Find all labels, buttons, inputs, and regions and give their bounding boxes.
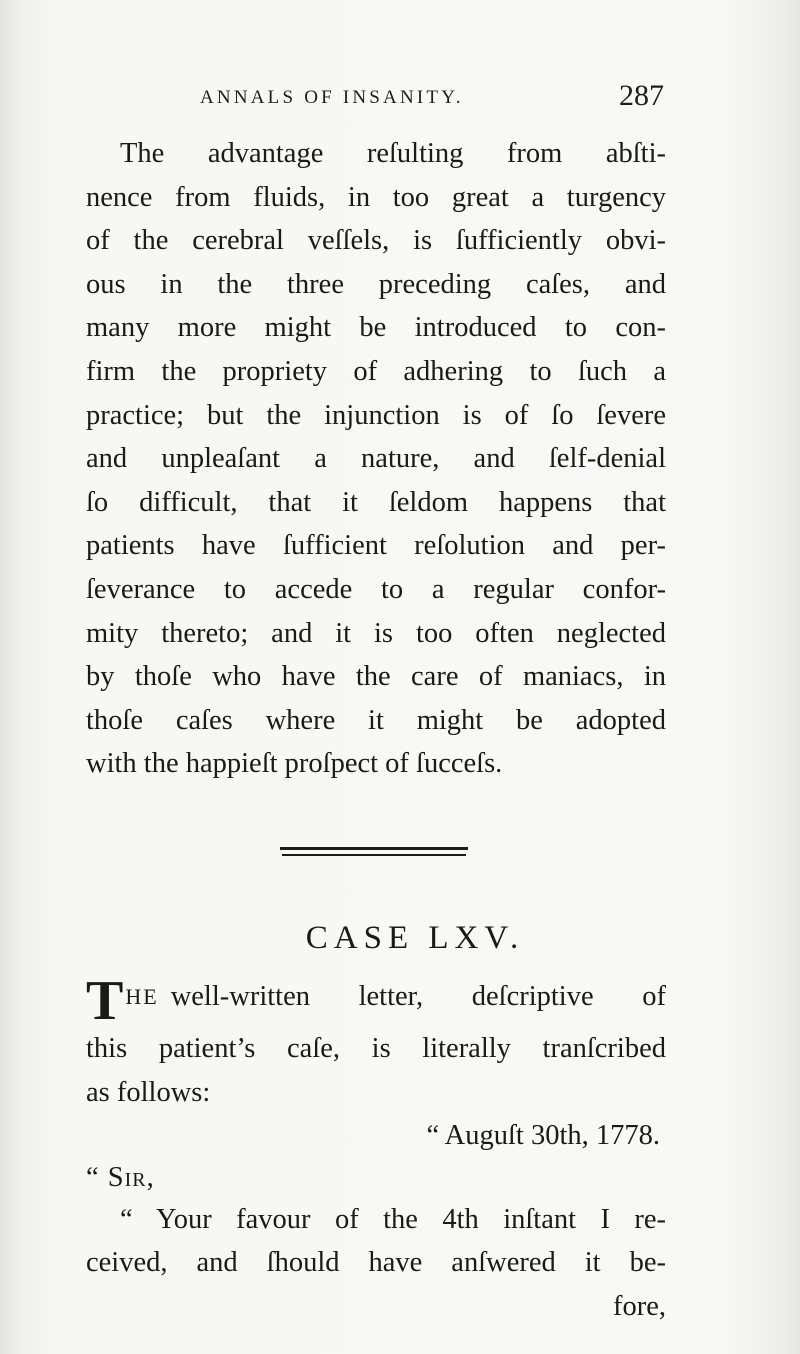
page-header	[200, 79, 670, 122]
text-line: “ Your favour of the 4th inſtant I re-	[120, 1203, 666, 1235]
page-number: 287	[619, 79, 664, 112]
letter-date: “ Auguſt 30th, 1778.	[426, 1120, 660, 1152]
section-divider	[280, 847, 468, 858]
text-line: many more might be introduced to con-	[86, 312, 666, 344]
text-line: well-written letter, deſcriptive of	[170, 981, 666, 1012]
text-line: as follows:	[86, 1076, 211, 1108]
dropcap-letter: T	[86, 970, 124, 1032]
text-line: ous in the three preceding caſes, and	[86, 268, 666, 300]
running-head: ANNALS OF INSANITY.	[200, 87, 464, 108]
catchword: fore,	[612, 1290, 666, 1322]
text-line: The advantage reſulting from abſti-	[120, 138, 666, 169]
text-line: and unpleaſant a nature, and ſelf-denial	[86, 443, 666, 475]
text-line: this patient’s caſe, is literally tranſcribed	[86, 1033, 666, 1064]
dropcap-continuation: HE	[125, 984, 159, 1009]
paragraph-abstinence	[86, 132, 666, 786]
text-line: ſeverance to accede to a regular confor-	[86, 573, 666, 605]
text-line: thoſe caſes where it might be adopted	[86, 704, 666, 736]
dropcap-line	[86, 970, 666, 1032]
text-line: mity thereto; and it is too often neglected	[86, 617, 666, 649]
text-line: by thoſe who have the care of maniacs, in	[86, 661, 666, 693]
text-line: firm the propriety of adhering to ſuch a	[86, 355, 666, 387]
text-line: of the cerebral veſſels, is ſufficiently obvi-	[86, 225, 666, 257]
text-line: ceived, and ſhould have anſwered it be-	[86, 1247, 666, 1279]
case-text	[86, 970, 666, 1329]
case-title: CASE LXV.	[305, 920, 525, 956]
text-line: patients have ſufficient reſolution and per-	[86, 530, 666, 562]
text-line: with the happieſt proſpect of ſucceſs.	[86, 748, 503, 780]
text-line: practice; but the injunction is of ſo ſevere	[86, 399, 666, 431]
text-line: ſo difficult, that it ſeldom happens that	[86, 486, 666, 518]
text-line: nence from fluids, in too great a turgency	[86, 181, 666, 213]
letter-salutation: “ Sir,	[86, 1161, 155, 1193]
